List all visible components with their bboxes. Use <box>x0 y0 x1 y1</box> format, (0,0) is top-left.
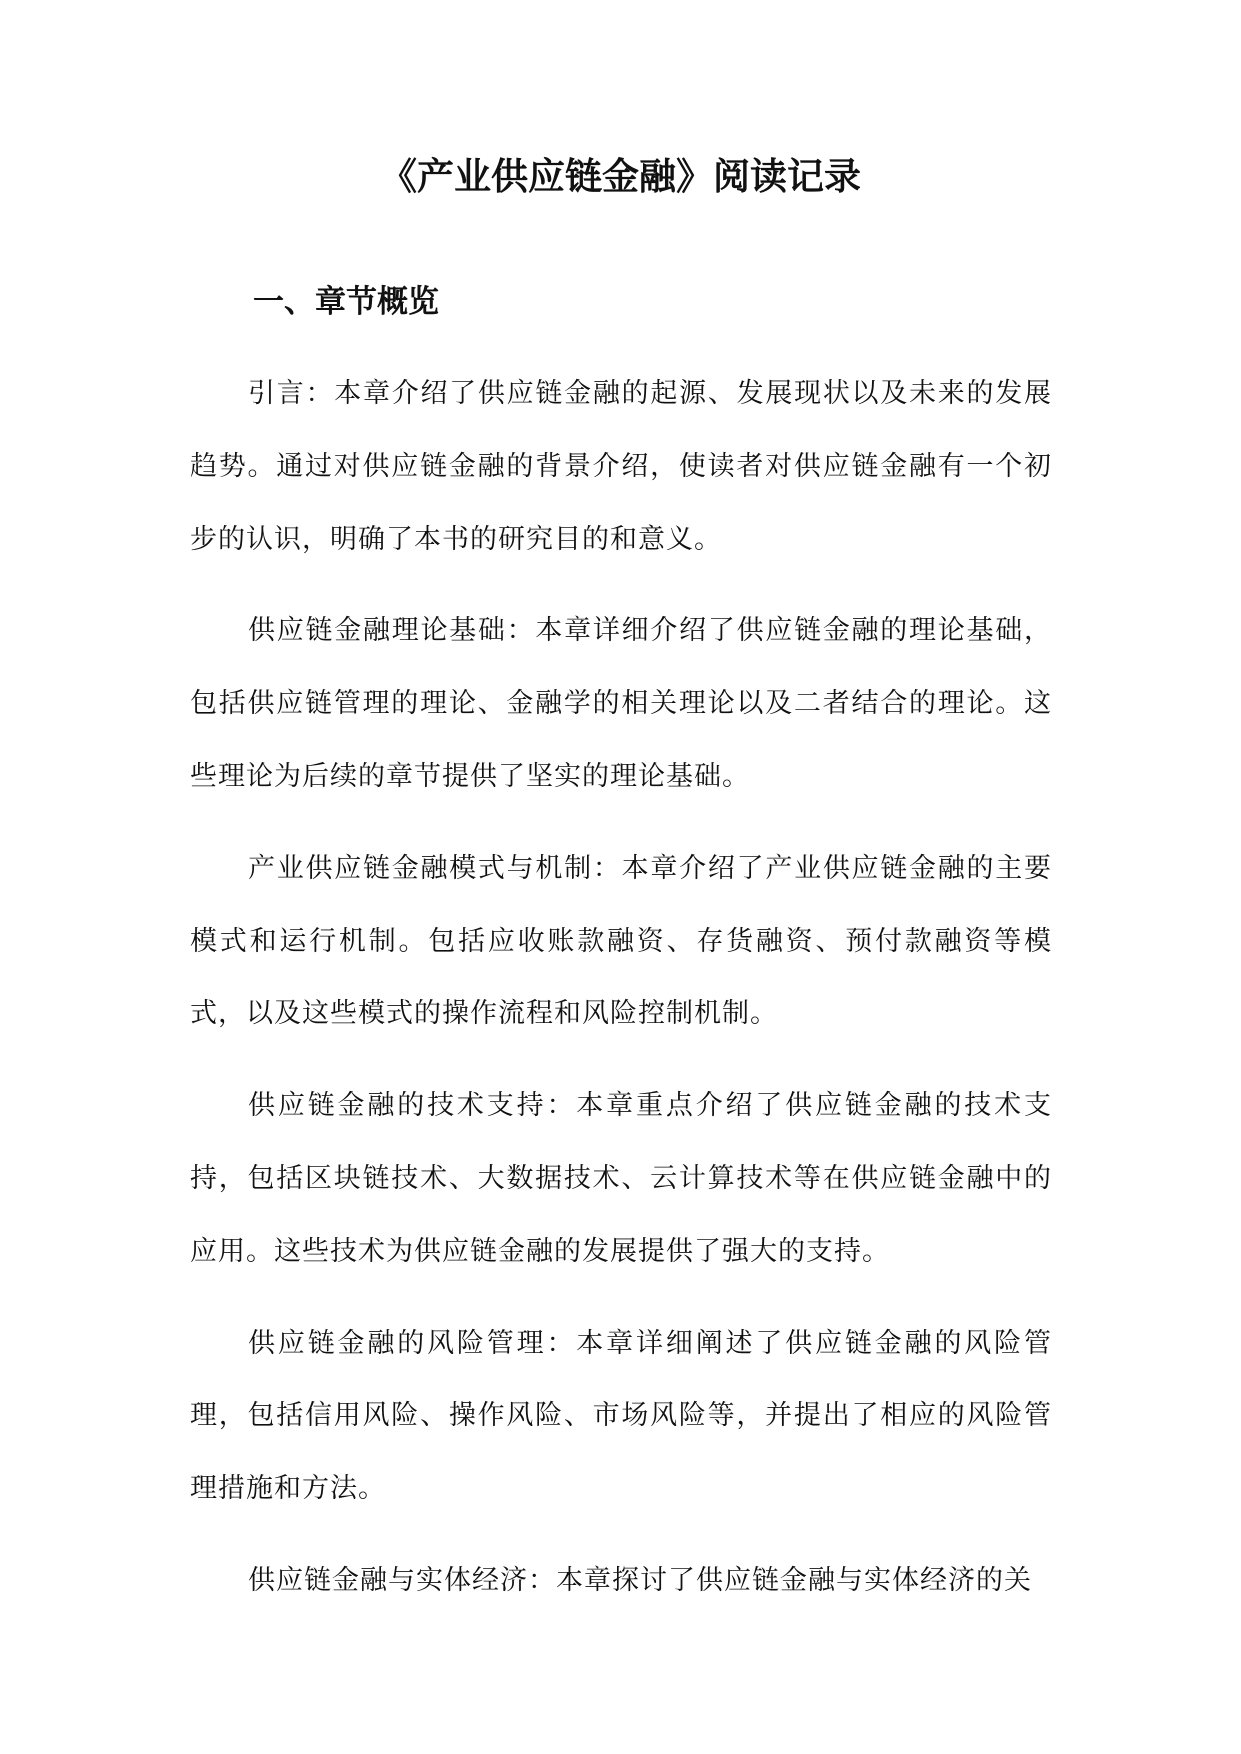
section-heading: 一、章节概览 <box>253 284 439 320</box>
paragraph-technical-support: 供应链金融的技术支持：本章重点介绍了供应链金融的技术支持，包括区块链技术、大数据技术、云计算技术等在供应链金融中的应用。这些技术为供应链金融的发展提供了强大的支持。 <box>190 1090 1052 1267</box>
paragraph-theory-basis: 供应链金融理论基础：本章详细介绍了供应链金融的理论基础，包括供应链管理的理论、金融学的相关理论以及二者结合的理论。这些理论为后续的章节提供了坚实的理论基础。 <box>190 615 1052 792</box>
document-title: 《产业供应链金融》阅读记录 <box>380 154 861 198</box>
paragraph-introduction: 引言：本章介绍了供应链金融的起源、发展现状以及未来的发展趋势。通过对供应链金融的背景介绍，使读者对供应链金融有一个初步的认识，明确了本书的研究目的和意义。 <box>190 378 1052 555</box>
document-body <box>190 358 1052 1637</box>
paragraph-risk-management: 供应链金融的风险管理：本章详细阐述了供应链金融的风险管理，包括信用风险、操作风险、市场风险等，并提出了相应的风险管理措施和方法。 <box>190 1327 1052 1505</box>
paragraph-models-mechanisms: 产业供应链金融模式与机制：本章介绍了产业供应链金融的主要模式和运行机制。包括应收账款融资、存货融资、预付款融资等模式，以及这些模式的操作流程和风险控制机制。 <box>190 852 1052 1030</box>
paragraph-real-economy: 供应链金融与实体经济：本章探讨了供应链金融与实体经济的关 <box>248 1564 1032 1596</box>
